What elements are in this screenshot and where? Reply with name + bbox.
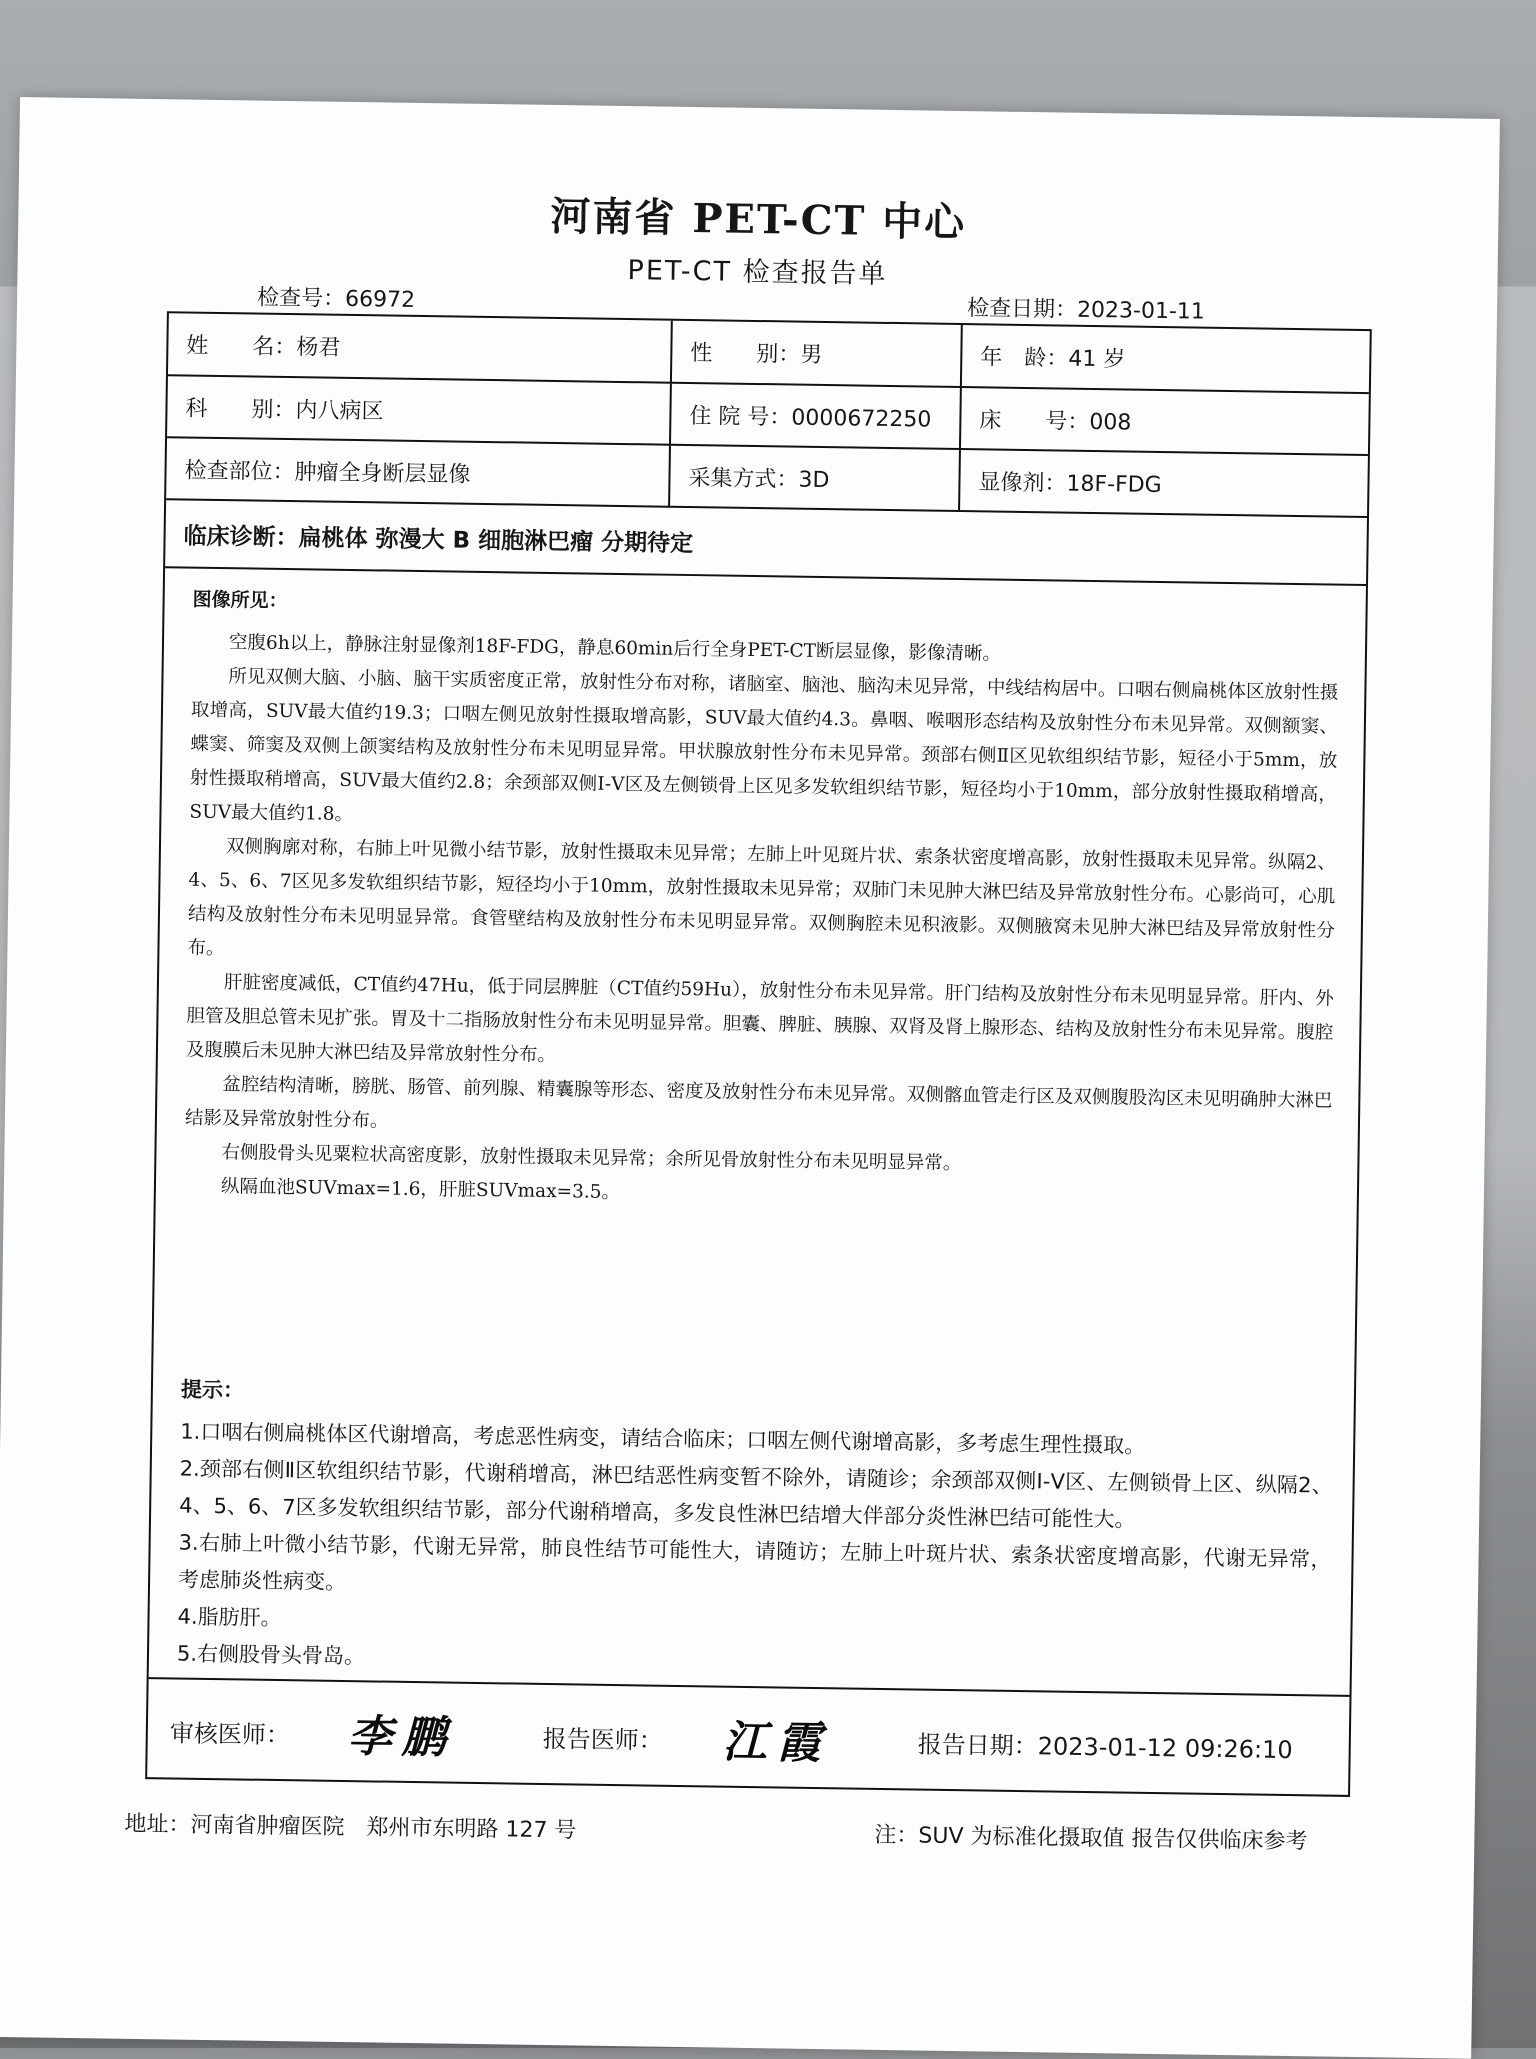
suv-note: 注：SUV 为标准化摄取值 报告仅供临床参考	[874, 1822, 1308, 1855]
hospital-address: 地址：河南省肿瘤医院 郑州市东明路 127 号	[124, 1811, 577, 1844]
bed-number: 床 号：008	[960, 387, 1369, 455]
exam-date: 检查日期：2023-01-11	[966, 296, 1206, 325]
findings-paragraph: 纵隔血池SUVmax=1.6，肝脏SUVmax=3.5。	[220, 1176, 621, 1204]
exam-site: 检查部位：肿瘤全身断层显像	[166, 437, 670, 506]
conclusion-heading: 提示：	[180, 1377, 245, 1403]
conclusion-list	[177, 1414, 1334, 1690]
patient-gender: 性 别：男	[671, 321, 962, 387]
patient-name: 姓 名：杨君	[168, 313, 672, 382]
reporter-label: 报告医师：	[542, 1724, 663, 1755]
admission-number: 住 院 号：0000672250	[670, 383, 961, 449]
report-frame	[145, 311, 1372, 1797]
patient-department: 科 别：内八病区	[167, 375, 671, 444]
clinical-diagnosis: 临床诊断：扁桃体 弥漫大 B 细胞淋巴瘤 分期待定	[165, 499, 1367, 585]
findings-paragraph: 肝脏密度减低，CT值约47Hu，低于同层脾脏（CT值约59Hu），放射性分布未见异常。肝门结构及放射性分布未见明显异常。肝内、外胆管及胆总管未见扩张。胃及十二指肠放射性分布未见明显异常。胆囊、脾脏、胰腺、双肾及肾上腺形态、结构及放射性分布未见异常。腹腔及腹膜后未见肿大淋巴结及异常放射性分布。	[185, 972, 1334, 1067]
list-item: 1.口咽右侧扁桃体区代谢增高，考虑恶性病变，请结合临床；口咽左侧代谢增高影，多考虑生理性摄取。	[180, 1419, 1146, 1458]
conclusion-section	[177, 1374, 1334, 1690]
reporter-signature: 江霞	[722, 1716, 832, 1770]
patient-age: 年 龄：41 岁	[961, 325, 1370, 393]
tracer-agent: 显像剂：18F-FDG	[959, 449, 1368, 517]
report-title: PET-CT 检查报告单	[627, 255, 888, 290]
findings-paragraph: 盆腔结构清晰，膀胱、肠管、前列腺、精囊腺等形态、密度及放射性分布未见异常。双侧髂血管走行区及双侧腹股沟区未见明确肿大淋巴结影及异常放射性分布。	[184, 1074, 1333, 1132]
findings-paragraph: 所见双侧大脑、小脑、脑干实质密度正常，放射性分布对称，诸脑室、脑池、脑沟未见异常，中线结构居中。口咽右侧扁桃体区放射性摄取增高，SUV最大值约19.3；口咽左侧见放射性摄取增高影，SUV最大值约4.3。鼻咽、喉咽形态结构及放射性分布未见异常。双侧额窦、蝶窦、筛窦及双侧上颌窦结构及放射性分布未见明显异常。甲状腺放射性分布未见异常。颈部右侧Ⅱ区见软组织结节影，短径小于5mm，放射性摄取稍增高，SUV最大值约2.8；余颈部双侧Ⅰ-Ⅴ区及左侧锁骨上区见多发软组织结节影，短径均小于10mm，部分放射性摄取稍增高，SUV最大值约1.8。	[189, 666, 1339, 826]
report-sheet	[0, 97, 1500, 2059]
signature-bar	[147, 1677, 1349, 1795]
list-item: 3.右肺上叶微小结节影，代谢无异常，肺良性结节可能性大，请随访；左肺上叶斑片状、索条状密度增高影，代谢无异常，考虑肺炎性病变。	[177, 1530, 1332, 1595]
findings-heading: 图像所见：	[192, 588, 288, 613]
findings-section	[156, 568, 1366, 1221]
patient-info-table	[165, 313, 1370, 586]
hospital-title: 河南省 PET-CT 中心	[550, 192, 967, 247]
list-item: 4.脂肪肝。	[177, 1604, 282, 1631]
list-item: 2.颈部右侧Ⅱ区软组织结节影，代谢稍增高，淋巴结恶性病变暂不除外，请随诊；余颈部双侧Ⅰ-Ⅴ区、左侧锁骨上区、纵隔2、4、5、6、7区多发软组织结节影，部分代谢稍增高，多发良性淋巴结增大伴部分炎性淋巴结可能性大。	[179, 1456, 1333, 1532]
findings-paragraph: 右侧股骨头见粟粒状高密度影，放射性摄取未见异常；余所见骨放射性分布未见明显异常。	[221, 1142, 962, 1175]
findings-paragraph: 双侧胸廓对称，右肺上叶见微小结节影，放射性摄取未见异常；左肺上叶见斑片状、索条状密度增高影，放射性摄取未见异常。纵隔2、4、5、6、7区见多发软组织结节影，短径均小于10mm，放射性摄取未见异常；双肺门未见肿大淋巴结及异常放射性分布。心影尚可，心肌结构及放射性分布未见明显异常。食管壁结构及放射性分布未见明显异常。双侧胸腔未见积液影。双侧腋窝未见肿大淋巴结及异常放射性分布。	[187, 836, 1337, 960]
acquisition-mode: 采集方式：3D	[669, 445, 960, 511]
exam-number: 检查号：66972	[256, 285, 416, 313]
list-item: 5.右侧股骨头骨岛。	[176, 1641, 366, 1669]
reviewer-label: 审核医师：	[169, 1719, 291, 1750]
findings-paragraph: 空腹6h以上，静脉注射显像剂18F-FDG，静息60min后行全身PET-CT断层显像，影像清晰。	[228, 632, 1002, 665]
report-date: 报告日期：2023-01-12 09:26:10	[917, 1730, 1293, 1765]
reviewer-signature: 李鹏	[347, 1711, 457, 1764]
